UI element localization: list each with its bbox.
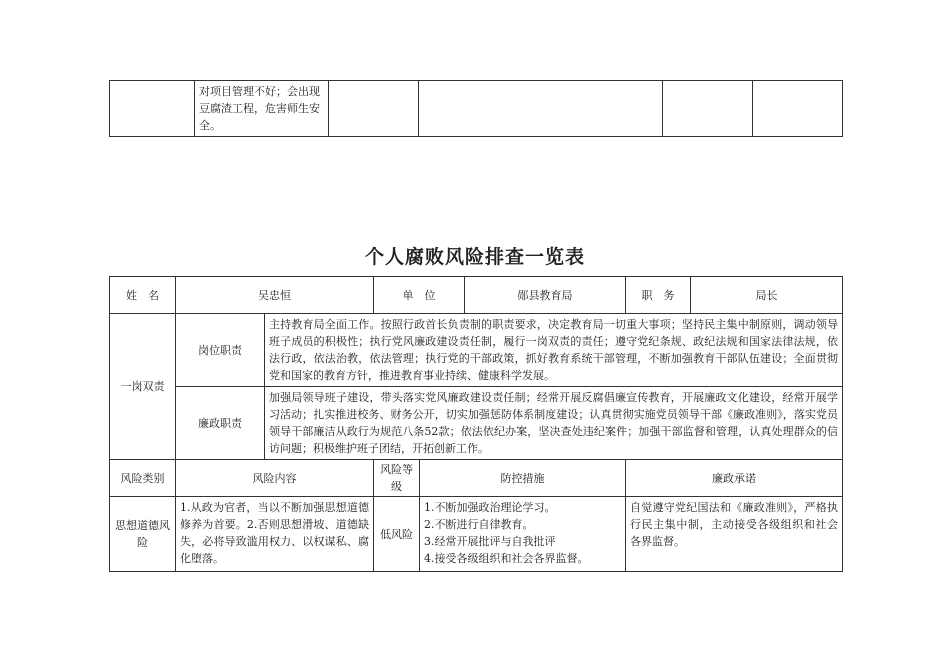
commitment-text: 自觉遵守党纪国法和《廉政准则》，严格执行民主集中制，主动接受各级组织和社会各界监督。 — [626, 497, 843, 572]
table-row — [110, 81, 843, 137]
table-row — [110, 497, 843, 572]
measure-item: 3.经常开展批评与自我批评 — [424, 535, 556, 548]
risk-header-row — [110, 460, 843, 497]
header-row — [110, 277, 843, 314]
table-cell — [753, 81, 843, 137]
table-cell — [419, 81, 663, 137]
risk-content: 1.从政为官者，当以不断加强思想道德修养为首要。2.否则思想滑坡、道德缺失，必将导致滥用权力、以权谋私、腐化堕落。 — [176, 497, 374, 572]
table-cell — [329, 81, 419, 137]
table-row — [110, 314, 843, 387]
clean-duty-text: 加强局领导班子建设，带头落实党风廉政建设责任制；经常开展反腐倡廉宣传教育，开展廉政文化建设，经常开展学习活动；扎实推进校务、财务公开，切实加强惩防体系制度建设；认真贯彻实施党员领导干部《廉政准则》，落实党员领导干部廉洁从政行为规范八条52款；依法依纪办案，坚决查处违纪案件；加强干部监督和管理，认真处理群众的信访问题；积极维护班子团结，开拓创新工作。 — [265, 387, 843, 460]
measures-header: 防控措施 — [420, 460, 626, 497]
risk-level: 低风险 — [374, 497, 420, 572]
table-cell: 对项目管理不好；会出现豆腐渣工程，危害师生安全。 — [195, 81, 329, 137]
continued-table — [109, 80, 843, 137]
unit-value: 郧县教育局 — [465, 277, 626, 314]
position-label: 职 务 — [626, 277, 691, 313]
unit-label: 单 位 — [374, 277, 465, 314]
commitment-header: 廉政承诺 — [626, 460, 843, 497]
measures-cell — [420, 497, 626, 572]
risk-table — [109, 276, 843, 572]
risk-content-header: 风险内容 — [176, 460, 374, 497]
measure-item: 1.不断加强政治理论学习。 — [424, 501, 556, 514]
table-cell — [663, 81, 753, 137]
position-cell — [626, 277, 843, 314]
clean-duty-label: 廉政职责 — [176, 387, 265, 460]
measure-item: 4.接受各级组织和社会各界监督。 — [424, 552, 589, 565]
risk-category: 思想道德风险 — [110, 497, 176, 572]
measure-item: 2.不断进行自律教育。 — [424, 518, 534, 531]
risk-category-header: 风险类别 — [110, 460, 176, 497]
name-value: 吴忠恒 — [176, 277, 374, 314]
page-title: 个人腐败风险排查一览表 — [364, 246, 585, 268]
post-duty-label: 岗位职责 — [176, 314, 265, 387]
position-value: 局长 — [755, 288, 778, 302]
name-label: 姓 名 — [110, 277, 176, 314]
post-duty-text: 主持教育局全面工作。按照行政首长负责制的职责要求，决定教育局一切重大事项；坚持民主集中制原则，调动领导班子成员的积极性；执行党风廉政建设责任制，履行一岗双责的责任；遵守党纪条规、政纪法规和国家法律法规，依法行政，依法治教，依法管理；执行党的干部政策，抓好教育系统干部管理，不断加强教育干部队伍建设；全面贯彻党和国家的教育方针，推进教育事业持续、健康科学发展。 — [265, 314, 843, 387]
table-row — [110, 387, 843, 460]
table-cell — [110, 81, 195, 137]
yigang-label: 一岗双责 — [110, 314, 176, 460]
risk-level-header: 风险等级 — [374, 460, 420, 497]
